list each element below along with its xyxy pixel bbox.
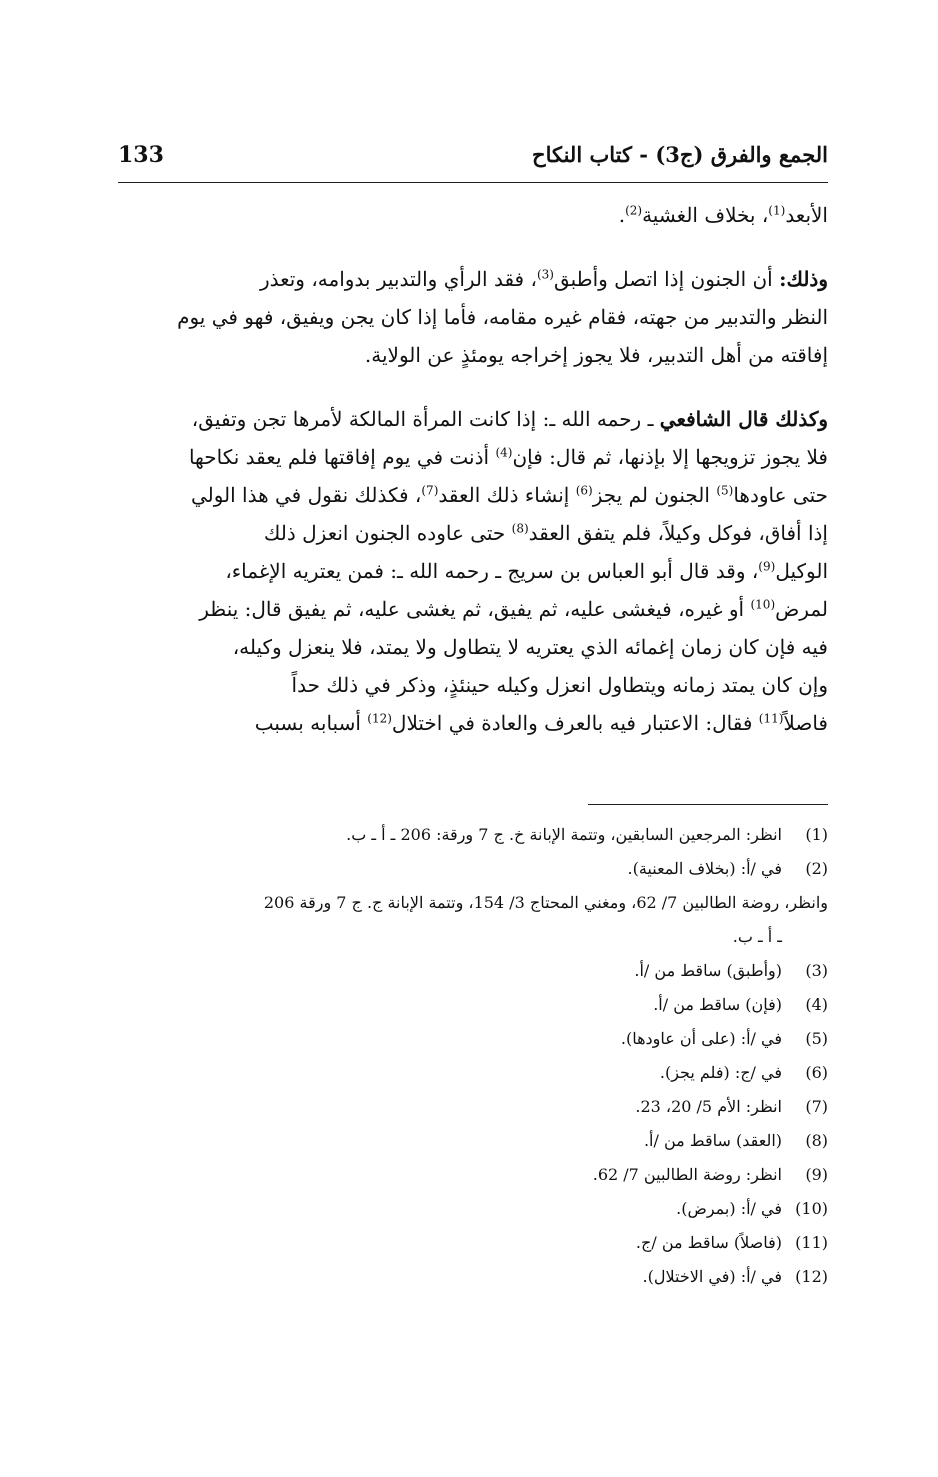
footnote-number: (7)	[805, 1097, 828, 1116]
footnote-text: في /ج: (فلم يجز).	[659, 1063, 782, 1082]
text-line	[118, 704, 828, 742]
footnote-separator	[588, 804, 828, 805]
footnote	[118, 1226, 828, 1260]
text-line	[118, 552, 828, 590]
text-run: أذنت في يوم إفاقتها فلم يعقد نكاحها	[188, 445, 496, 469]
footnote-text: وانظر، روضة الطالبين 7/ 62، ومغني المحتاج 3/ 154، وتتمة الإبانة ج. ج 7 ورقة 206	[263, 893, 828, 912]
paragraph-lead: وذلك:	[779, 267, 828, 291]
footnote-number: (11)	[795, 1233, 828, 1252]
text-line	[118, 260, 828, 298]
text-run: إذا أفاق، فوكل وكيلاً، فلم يتفق العقد	[528, 521, 828, 545]
header-rule	[118, 182, 828, 183]
footnote	[118, 852, 828, 886]
text-run: حتى عاوده الجنون انعزل ذلك	[263, 521, 512, 545]
text-run: ، فقد الرأي والتدبير بدوامه، وتعذر	[259, 267, 537, 291]
text-run: الجنون لم يجز	[592, 483, 717, 507]
footnote-marker: (4)	[495, 445, 513, 460]
footnote-text: انظر: المرجعين السابقين، وتتمة الإبانة خ. ج 7 ورقة: 206 ـ أ ـ ب.	[346, 825, 782, 844]
footnote-text: (فاصلاً) ساقط من /ج.	[635, 1233, 782, 1252]
footnote-number: (9)	[805, 1165, 828, 1184]
footnote-number: (3)	[805, 961, 828, 980]
text-run: إفاقته من أهل التدبير، فلا يجوز إخراجه يومئذٍ عن الولاية.	[364, 343, 828, 367]
footnote-text: انظر: الأم 5/ 20، 23.	[635, 1097, 782, 1116]
footnote-text: (وأطبق) ساقط من /أ.	[634, 961, 782, 980]
footnote-number: (8)	[805, 1131, 828, 1150]
footnote	[118, 1056, 828, 1090]
footnote	[118, 1124, 828, 1158]
footnote-number: (2)	[805, 859, 828, 878]
footnote	[118, 988, 828, 1022]
footnote	[118, 954, 828, 988]
footnote-text: (العقد) ساقط من /أ.	[643, 1131, 782, 1150]
footnote	[118, 1090, 828, 1124]
footnote-marker: (6)	[575, 483, 593, 498]
text-line	[118, 336, 828, 374]
footnote-marker: (3)	[536, 267, 554, 282]
footnote	[118, 886, 828, 920]
footnote-text: ـ أ ـ ب.	[732, 927, 782, 946]
page-number: 133	[118, 142, 164, 168]
paragraph	[118, 260, 828, 374]
footnotes	[118, 818, 828, 1294]
text-run: أو غيره، فيغشى عليه، ثم يفيق، ثم يغشى عليه، ثم يفيق قال: ينظر	[199, 597, 751, 621]
footnote	[118, 1022, 828, 1056]
footnote-number: (5)	[805, 1029, 828, 1048]
footnote-marker: (9)	[758, 559, 776, 574]
text-run: الأبعد	[785, 203, 828, 227]
text-line	[118, 438, 828, 476]
footnote-number: (6)	[805, 1063, 828, 1082]
footnote-text: في /أ: (على أن عاودها).	[620, 1029, 782, 1048]
text-run: وإن كان يمتد زمانه ويتطاول انعزل وكيله حينئذٍ، وذكر في ذلك حداً	[291, 673, 828, 697]
footnote	[118, 920, 828, 954]
text-run: لمرض	[775, 597, 828, 621]
text-run: الوكيل	[775, 559, 828, 583]
footnote-text: (فإن) ساقط من /أ.	[653, 995, 782, 1014]
footnote-text: في /أ: (في الاختلال).	[642, 1267, 782, 1286]
text-run: النظر والتدبير من جهته، فقام غيره مقامه، فأما إذا كان يجن ويفيق، فهو في يوم	[177, 305, 828, 329]
footnote-marker: (10)	[750, 597, 776, 612]
text-line	[118, 628, 828, 666]
footnote-marker: (2)	[625, 203, 643, 218]
footnote	[118, 818, 828, 852]
footnote-number: (12)	[795, 1267, 828, 1286]
text-run: فقال: الاعتبار فيه بالعرف والعادة في اختلال	[391, 711, 759, 735]
text-run: حتى عاودها	[733, 483, 828, 507]
paragraph	[118, 196, 828, 234]
footnote-number: (10)	[795, 1199, 828, 1218]
text-run: أسبابه بسبب	[254, 711, 368, 735]
text-run: ، فكذلك نقول في هذا الولي	[190, 483, 422, 507]
footnote-marker: (8)	[511, 521, 529, 536]
text-run: إنشاء ذلك العقد	[438, 483, 576, 507]
footnote-marker: (5)	[716, 483, 734, 498]
running-title: الجمع والفرق (ج3) - كتاب النكاح	[532, 142, 828, 167]
text-line	[118, 666, 828, 704]
footnote-marker: (11)	[758, 711, 784, 726]
main-text	[118, 196, 828, 768]
footnote-marker: (7)	[421, 483, 439, 498]
footnote	[118, 1260, 828, 1294]
footnote	[118, 1192, 828, 1226]
footnote-number	[782, 920, 828, 954]
text-line	[118, 476, 828, 514]
footnote-marker: (1)	[768, 203, 786, 218]
footnote-number: (1)	[805, 825, 828, 844]
text-run: فيه فإن كان زمان إغمائه الذي يعتريه لا يتطاول ولا يمتد، فلا ينعزل وكيله،	[232, 635, 828, 659]
text-line	[118, 400, 828, 438]
paragraph	[118, 400, 828, 742]
text-run: ، بخلاف الغشية	[642, 203, 769, 227]
text-run: فلا يجوز تزويجها إلا بإذنها، ثم قال: فإن	[512, 445, 828, 469]
text-line	[118, 298, 828, 336]
text-run: .	[618, 203, 626, 227]
footnote-text: انظر: روضة الطالبين 7/ 62.	[592, 1165, 782, 1184]
text-run: ـ رحمه الله ـ: إذا كانت المرأة المالكة لأمرها تجن وتفيق،	[191, 407, 660, 431]
footnote-text: في /أ: (بمرض).	[676, 1199, 782, 1218]
text-line	[118, 514, 828, 552]
text-line	[118, 196, 828, 234]
footnote-text: في /أ: (بخلاف المعنية).	[627, 859, 782, 878]
text-run: ، وقد قال أبو العباس بن سريج ـ رحمه الله ـ: فمن يعتريه الإغماء،	[225, 559, 759, 583]
paragraph-lead: وكذلك قال الشافعي	[659, 407, 828, 431]
text-run: فاصلاً	[783, 711, 828, 735]
footnote	[118, 1158, 828, 1192]
running-header	[118, 142, 828, 182]
footnote-number: (4)	[805, 995, 828, 1014]
text-line	[118, 590, 828, 628]
text-run: أن الجنون إذا اتصل وأطبق	[553, 267, 780, 291]
footnote-marker: (12)	[367, 711, 392, 726]
